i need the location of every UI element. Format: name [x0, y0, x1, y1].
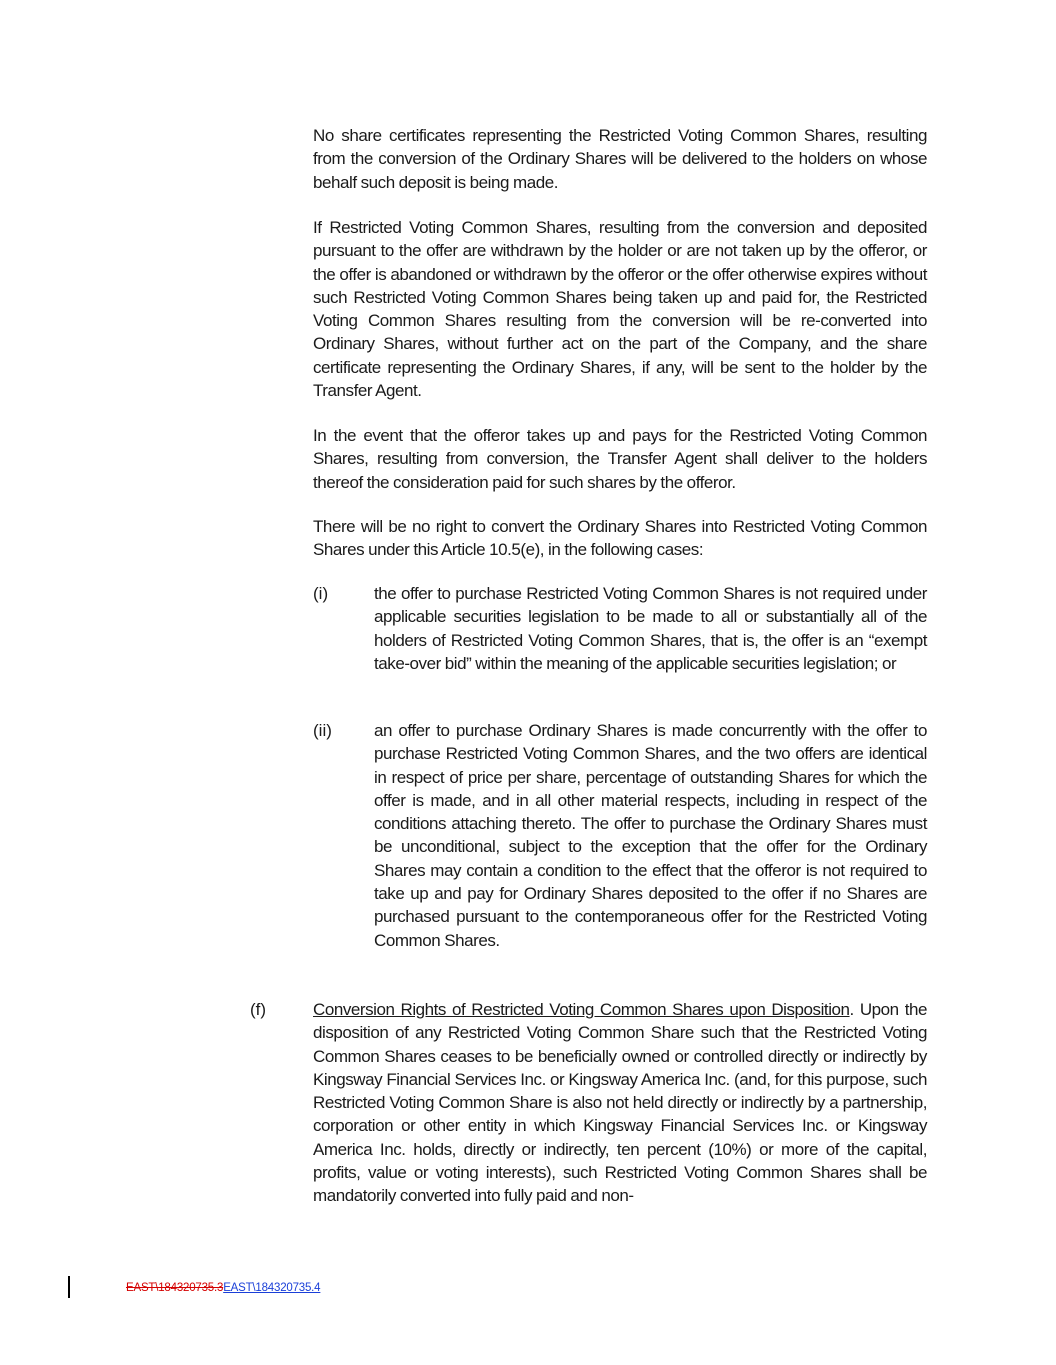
paragraph-no-share-certificates: No share certificates representing the Restricted Voting Common Shares, resulting from the conversion of the Ordinary Shares will be delivered to the holders on whose behalf such deposit is being made. — [313, 126, 927, 192]
paragraph-offeror-takes-up: In the event that the offeror takes up and pays for the Restricted Voting Common Shares, resulting from conversion, the Transfer Agent shall deliver to the holders thereof the consideration paid for such shares by the offeror. — [313, 426, 927, 492]
case-i-label: (i) — [313, 584, 329, 603]
section-f-body: Upon the disposition of any Restricted Voting Common Share such that the Restricted Voting Common Shares ceases to be beneficially owned or controlled directly or indirectly by Kingsway Financial Services Inc. or Kingsway America Inc. (and, for this purpose, such Restricted Voting Common Share is also not held directly or indirectly by a partnership, corporation or other entity in which Kingsway Financial Services Inc. or Kingsway America Inc. holds, directly or indirectly, ten percent (10%) or more of the capital, profits, value or voting interests), such Restricted Voting Common Shares shall be mandatorily converted into fully paid and non- — [313, 1000, 927, 1206]
paragraph-withdrawn-shares: If Restricted Voting Common Shares, resulting from the conversion and deposited pursuant to the offer are withdrawn by the holder or are not taken up by the offeror, or the offer is abandoned or withdrawn by the offeror or the offer otherwise expires without such Restricted Voting Common Shares being taken up and paid for, the Restricted Voting Common Shares resulting from the conversion will be re-converted into Ordinary Shares, without further act on the part of the Company, and the share certificate representing the Ordinary Shares, if any, will be sent to the holder by the Transfer Agent. — [313, 218, 927, 401]
case-ii-label: (ii) — [313, 721, 332, 740]
footer-inserted-id: EAST\184320735.4 — [223, 1282, 321, 1294]
section-f-heading: Conversion Rights of Restricted Voting Common Shares upon Disposition — [313, 1000, 850, 1019]
case-ii-text: an offer to purchase Ordinary Shares is made concurrently with the offer to purchase Restricted Voting Common Shares, and the two offers are identical in respect of price per share, percentage of outstanding Shares for which the offer is made, and in all other material respects, including in respect of the conditions attaching thereto. The offer to purchase the Ordinary Shares must be unconditional, subject to the exception that the offer for the Ordinary Shares may contain a condition to the effect that the offeror is not required to take up and pay for Ordinary Shares deposited to the offer if no Shares are purchased pursuant to the contemporaneous offer for the Restricted Voting Common Shares. — [374, 721, 927, 950]
paragraph-no-right-to-convert: There will be no right to convert the Ordinary Shares into Restricted Voting Common Shares under this Article 10.5(e), in the following cases: — [313, 517, 927, 560]
revision-change-bar — [68, 1276, 70, 1298]
section-f-paragraph — [313, 998, 927, 1208]
case-i-text: the offer to purchase Restricted Voting Common Shares is not required under applicable securities legislation to be made to all or substantially all of the holders of Restricted Voting Common Shares, that is, the offer is an “exempt take-over bid” within the meaning of the applicable securities legislation; or — [374, 584, 927, 673]
document-footer-id — [126, 1280, 320, 1296]
footer-deleted-id: EAST\184320735.3 — [126, 1282, 224, 1294]
section-f-label: (f) — [250, 1000, 267, 1019]
section-f-heading-punct: . — [849, 1000, 854, 1019]
